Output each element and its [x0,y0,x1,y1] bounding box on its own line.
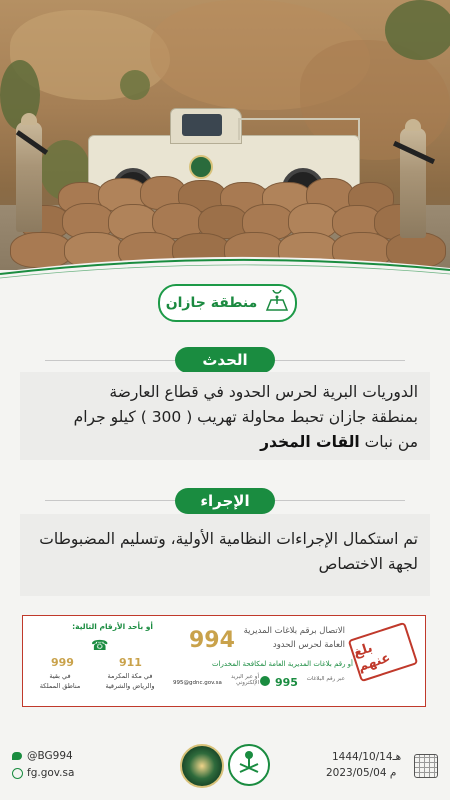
region-badge [158,284,297,322]
number-999[interactable]: 999 [51,656,74,669]
main-number[interactable]: 994 [189,628,235,653]
contact-box [22,615,426,707]
label-911-2: والرياض والشرقية [105,682,155,690]
label-911-1: في مكة المكرمة [107,672,153,680]
event-line-1: الدوريات البرية لحرس الحدود في قطاع العارضة [109,383,418,401]
saudi-emblem [228,744,270,786]
event-heading: الحدث [175,347,275,373]
phone-icon: ☎ [91,638,109,654]
email-link[interactable]: 995@gdnc.gov.sa [173,680,222,686]
main-text-2: العامة لحرس الحدود [272,640,345,650]
border-guard-emblem [180,744,224,788]
number-995[interactable]: 995 [275,676,298,689]
label-999-1: في بقية [49,672,71,680]
procedure-line-1: تم استكمال الإجراءات النظامية الأولية، وتسليم المضبوطات [39,530,418,548]
procedure-heading: الإجراء [175,488,275,514]
website-link[interactable]: fg.gov.sa [27,767,75,779]
twitter-icon [12,752,22,760]
map-pin-icon [265,290,289,316]
label-995: عبر رقم البلاغات [306,676,345,682]
twitter-handle[interactable]: @BG994 [27,750,73,762]
email-label: أو عبر البريد الإلكتروني [231,674,259,686]
narcotics-text: أو رقم بلاغات المديرية العامة لمكافحة المخدرات [212,660,353,668]
hijri-date: 1444/10/14هـ [332,751,402,763]
main-text-1: الاتصال برقم بلاغات المديرية [243,626,345,636]
number-911[interactable]: 911 [119,656,142,669]
procedure-line-2: لجهة الاختصاص [318,555,418,573]
event-highlight: القات المخدر [260,433,360,451]
event-text-box [20,372,430,460]
gregorian-date: 2023/05/04 م [326,767,397,779]
calendar-icon [414,754,438,778]
hero-photo [0,0,450,270]
phone-icon [260,676,270,686]
label-999-2: مناطق المملكة [39,682,81,690]
report-stamp: بلغ عنهم [348,622,419,682]
procedure-text-box [20,514,430,596]
globe-icon [12,768,23,779]
alt-title: أو بأحد الأرقام التالية: [72,622,153,631]
event-line-2: بمنطقة جازان تحبط محاولة تهريب ( 300 ) كيلو جرام [73,408,418,426]
event-line-3: من نبات القات المخدر [260,433,418,451]
region-label: منطقة جازان [165,295,258,311]
